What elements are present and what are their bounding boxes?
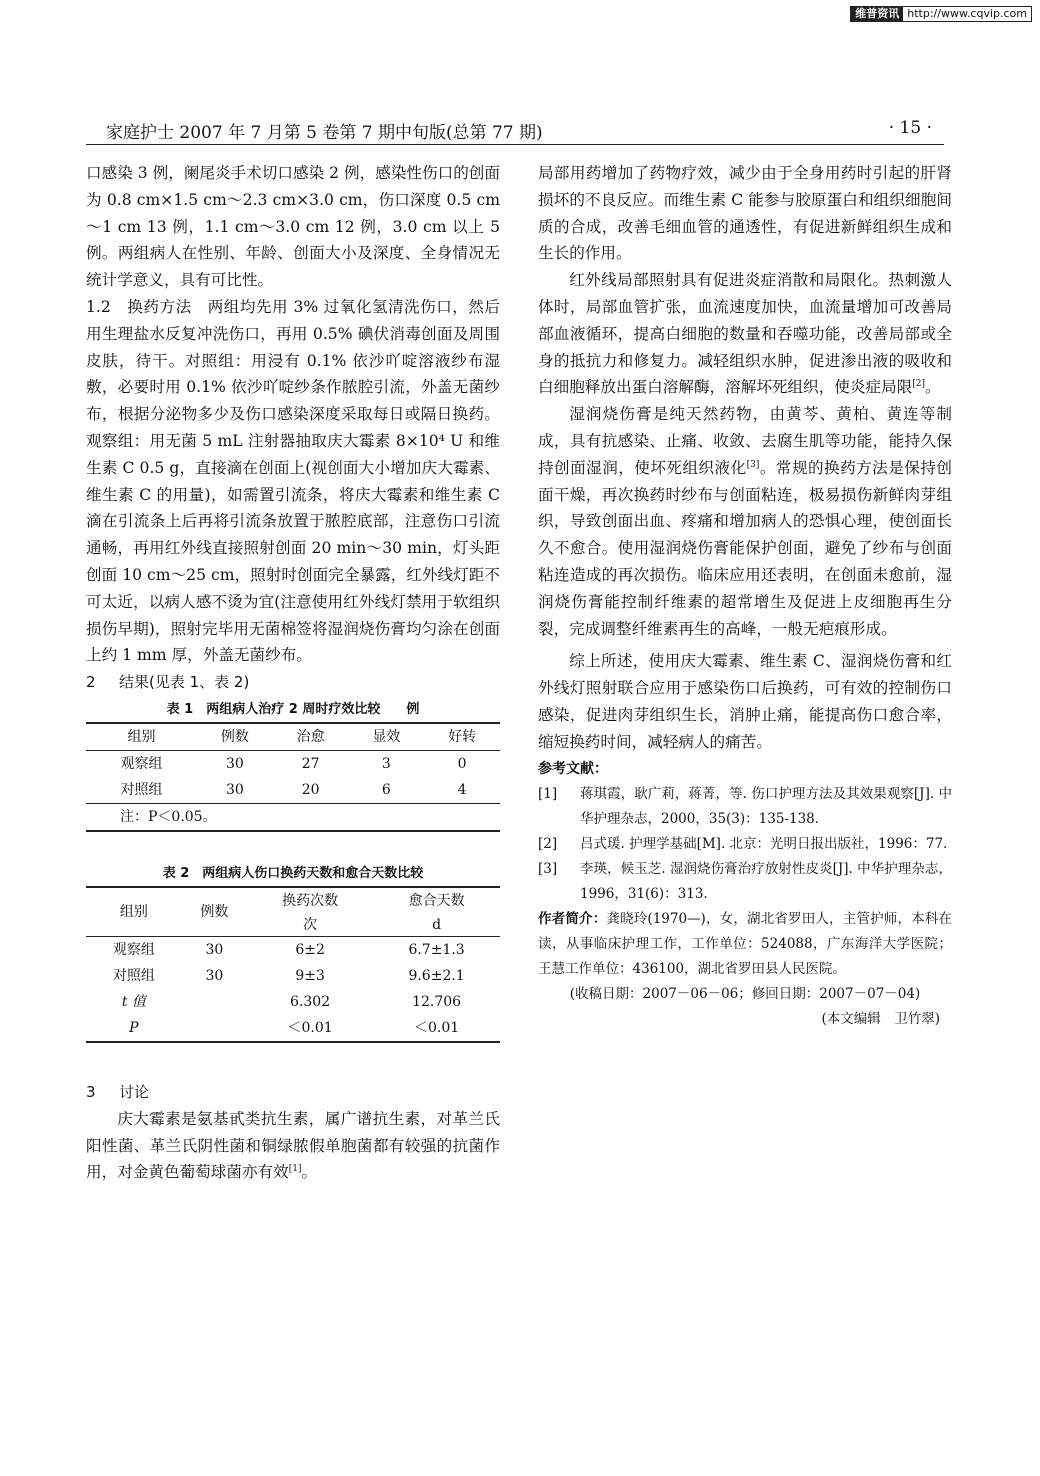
right-column bbox=[538, 160, 952, 1032]
table-header-cell: 例数 bbox=[182, 887, 247, 937]
table-header-cell: 治愈 bbox=[273, 723, 349, 751]
table-2-grid bbox=[86, 886, 500, 1043]
table-header-cell: 好转 bbox=[424, 723, 500, 751]
table-cell: 4 bbox=[457, 781, 467, 798]
reference-item: [2] 吕式瑗. 护理学基础[M]. 北京：光明日报出版社，1996：77. bbox=[538, 836, 948, 853]
reference-item: [1] 蒋琪霞，耿广莉，蒋菁，等. 伤口护理方法及其效果观察[J]. 中华护理杂志，2000，35(3)：135-138. bbox=[538, 786, 952, 828]
table-row bbox=[86, 777, 500, 804]
table-cell: 9.6±2.1 bbox=[408, 967, 465, 984]
table-cell: 12.706 bbox=[412, 993, 462, 1010]
table-cell: 对照组 bbox=[120, 781, 163, 798]
author-bio-label: 作者简介： bbox=[538, 911, 607, 928]
section-discussion-heading bbox=[86, 1079, 500, 1106]
table-2-caption: 表 2 两组病人伤口换药天数和愈合天数比较 bbox=[162, 865, 424, 881]
journal-info: 家庭护士 2007 年 7 月第 5 卷第 7 期中旬版(总第 77 期) bbox=[106, 123, 543, 143]
paragraph-method: 1.2 换药方法 两组均先用 3% 过氧化氢清洗伤口，然后用生理盐水反复冲洗伤口，再用 0.5% 碘伏消毒创面及周围皮肤，待干。对照组：用浸有 0.1% 依沙吖啶溶液纱布湿敷，必要时用 0.1% 依沙吖啶纱条作脓腔引流，外盖无菌纱布，根据分泌物多少及伤口感染深度采取每日或隔日换药。观察组：用无菌 5 mL 注射器抽取庆大霉素 8×10⁴ U 和维生素 C 0.5 g，直接滴在创面上(视创面大小增加庆大霉素、维生素 C 的用量)，如需置引流条，将庆大霉素和维生素 C 滴在引流条上后再将引流条放置于脓腔底部，注意伤口引流通畅，再用红外线直接照射创面 20 min～30 min，灯头距创面 10 cm～25 cm，照射时创面完全暴露，红外线灯距不可太近，以病人感不烫为宜(注意使用红外线灯禁用于软组织损伤早期)，照射完毕用无菌棉签将湿润烧伤膏均匀涂在创面上约 1 mm 厚，外盖无菌纱布。 bbox=[86, 297, 500, 665]
table-2 bbox=[86, 862, 500, 1043]
paragraph-infrared: 红外线局部照射具有促进炎症消散和局限化。热刺激人体时，局部血管扩张，血流速度加快，血流量增加可改善局部血液循环，提高白细胞的数量和吞噬功能，改善局部或全身的抵抗力和修复力。减轻组织水肿，促进渗出液的吸收和白细胞释放出蛋白溶解酶，溶解坏死组织，使炎症局限[2]。 bbox=[538, 271, 952, 397]
paragraph-vitamin-c: 局部用药增加了药物疗效，减少由于全身用药时引起的肝肾损坏的不良反应。而维生素 C 能参与胶原蛋白和组织细胞间质的合成，改善毛细血管的通透性，有促进新鲜组织生成和生长的作用。 bbox=[538, 164, 952, 263]
table-1-note: 注：P＜0.05。 bbox=[86, 803, 500, 831]
table-cell: 3 bbox=[381, 755, 391, 772]
section-results-heading bbox=[86, 669, 500, 696]
table-1-grid bbox=[86, 722, 500, 832]
table-cell: ＜0.01 bbox=[373, 1015, 500, 1042]
table-cell: 20 bbox=[301, 781, 320, 798]
table-unit-cell: d bbox=[373, 914, 500, 937]
citation: [1] bbox=[288, 1164, 302, 1175]
page-number: · 15 · bbox=[888, 118, 932, 138]
table-cell bbox=[182, 989, 247, 1015]
table-header-cell: 换药次数 bbox=[247, 887, 373, 914]
table-1-caption: 表 1 两组病人治疗 2 周时疗效比较 例 bbox=[166, 701, 420, 717]
table-cell: 6.302 bbox=[290, 993, 331, 1010]
paragraph-discussion: 庆大霉素是氨基甙类抗生素，属广谱抗生素，对革兰氏阳性菌、革兰氏阴性菌和铜绿脓假单胞菌都有较强的抗菌作用，对金黄色葡萄球菌亦有效[1]。 bbox=[86, 1109, 500, 1182]
reference-list bbox=[538, 782, 952, 907]
author-bio: 作者简介：龚晓玲(1970—)，女，湖北省罗田人，主管护师，本科在读，从事临床护理工作，工作单位：524088，广东海洋大学医院；王慧工作单位：436100，湖北省罗田县人民医院。 bbox=[538, 911, 953, 978]
section-title: 讨论 bbox=[119, 1082, 150, 1101]
section-number: 3 bbox=[86, 1082, 96, 1101]
section-number: 2 bbox=[86, 673, 96, 692]
table-header-cell: 显效 bbox=[349, 723, 425, 751]
table-row bbox=[86, 750, 500, 777]
table-cell: 6.7±1.3 bbox=[408, 941, 465, 958]
table-header-cell: 愈合天数 bbox=[373, 887, 500, 914]
table-cell: t 值 bbox=[121, 993, 146, 1010]
editor-credit: (本文编辑 卫竹翠) bbox=[821, 1011, 940, 1028]
paragraph-patient-info: 口感染 3 例，阑尾炎手术切口感染 2 例，感染性伤口的创面为 0.8 cm×1.5 cm～2.3 cm×3.0 cm，伤口深度 0.5 cm～1 cm 13 例，1.1 cm～3.0 cm 12 例，3.0 cm 以上 5 例。两组病人在性别、年龄、创面大小及深度、全身情况无统计学意义，具有可比性。 bbox=[86, 164, 500, 290]
table-cell: 9±3 bbox=[295, 967, 325, 984]
table-cell: 30 bbox=[226, 755, 244, 772]
watermark-url: http://www.cqvip.com bbox=[907, 7, 1027, 20]
table-cell: 30 bbox=[226, 781, 244, 798]
watermark bbox=[850, 6, 1032, 22]
table-row bbox=[86, 1015, 500, 1042]
table-cell: 30 bbox=[205, 967, 224, 984]
table-header-cell: 组别 bbox=[86, 723, 197, 751]
table-cell: 30 bbox=[205, 941, 224, 958]
table-unit-cell: 次 bbox=[247, 914, 373, 937]
paragraph-burn-ointment: 湿润烧伤膏是纯天然药物，由黄芩、黄柏、黄连等制成，具有抗感染、止痛、收敛、去腐生肌等功能，能持久保持创面湿润，使坏死组织液化[3]。常规的换药方法是保持创面干燥，再次换药时纱布与创面粘连，极易损伤新鲜肉芽组织，导致创面出血、疼痛和增加病人的恐惧心理，使创面长久不愈合。使用湿润烧伤膏能保护创面，避免了纱布与创面粘连造成的再次损伤。临床应用还表明，在创面未愈前，湿润烧伤膏能控制纤维素的超常增生及促进上皮细胞再生分裂，完成调整纤维素再生的高峰，一般无疤痕形成。 bbox=[538, 405, 952, 638]
table-header-cell: 组别 bbox=[86, 887, 182, 937]
table-row bbox=[86, 936, 500, 963]
running-header bbox=[86, 118, 944, 145]
table-cell: 0 bbox=[457, 755, 467, 772]
table-cell: 6±2 bbox=[295, 941, 325, 958]
reference-item: [3] 李瑛，候玉芝. 湿润烧伤膏治疗放射性皮炎[J]. 中华护理杂志，1996，31(6)：313. bbox=[538, 861, 952, 903]
watermark-brand: 维普资讯 bbox=[851, 7, 903, 21]
table-cell: ＜0.01 bbox=[247, 1015, 373, 1042]
table-row bbox=[86, 963, 500, 989]
left-column bbox=[86, 160, 500, 1186]
table-cell: 观察组 bbox=[120, 755, 163, 772]
table-header-cell: 例数 bbox=[197, 723, 273, 751]
received-dates: (收稿日期：2007－06－06；修回日期：2007－07－04) bbox=[569, 986, 921, 1003]
references-title: 参考文献： bbox=[538, 760, 608, 777]
table-cell: 27 bbox=[301, 755, 320, 772]
table-cell: 观察组 bbox=[112, 941, 155, 958]
table-1 bbox=[86, 698, 500, 832]
table-note-row bbox=[86, 803, 500, 831]
table-cell bbox=[182, 1015, 247, 1042]
citation: [3] bbox=[746, 459, 760, 470]
table-row bbox=[86, 989, 500, 1015]
paragraph-conclusion: 综上所述，使用庆大霉素、维生素 C、湿润烧伤膏和红外线灯照射联合应用于感染伤口后换药，可有效的控制伤口感染，促进肉芽组织生长，消肿止痛，能提高伤口愈合率，缩短换药时间，减轻病人的痛苦。 bbox=[538, 652, 952, 751]
table-cell: 6 bbox=[381, 781, 391, 798]
section-title: 结果(见表 1、表 2) bbox=[119, 673, 250, 692]
table-cell: P bbox=[86, 1015, 182, 1042]
table-cell: 对照组 bbox=[112, 967, 155, 984]
citation: [2] bbox=[912, 379, 926, 390]
